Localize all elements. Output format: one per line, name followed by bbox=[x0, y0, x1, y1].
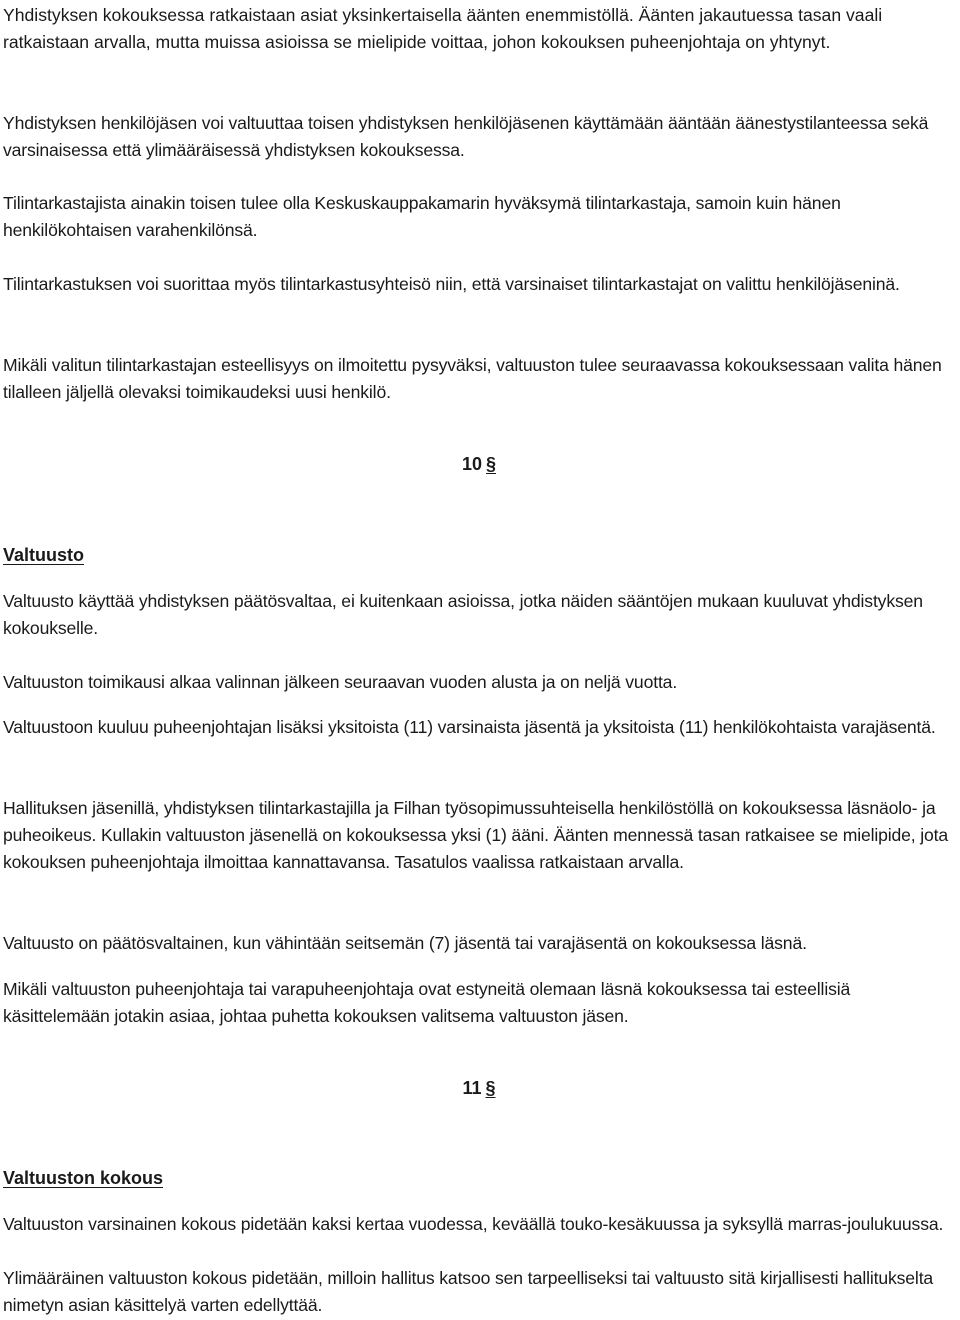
paragraph: Valtuuston varsinainen kokous pidetään kaksi kertaa vuodessa, keväällä touko-kesäkuussa ja syksyllä marras-joulukuussa. bbox=[3, 1214, 944, 1234]
paragraph: Tilintarkastajista ainakin toisen tulee olla Keskuskauppakamarin hyväksymä tilintarkastaja, samoin kuin hänen henkilökohtaisen varahenkilönsä. bbox=[3, 193, 841, 240]
paragraph: Tilintarkastuksen voi suorittaa myös tilintarkastusyhteisö niin, että varsinaiset tilintarkastajat on valittu henkilöjäseninä. bbox=[3, 274, 900, 294]
section-number-10 bbox=[3, 451, 955, 478]
section-number: 11 bbox=[462, 1078, 482, 1098]
paragraph: Valtuusto käyttää yhdistyksen päätösvaltaa, ei kuitenkaan asioissa, jotka näiden sääntöjen mukaan kuuluvat yhdistyksen kokoukselle. bbox=[3, 591, 923, 638]
paragraph: Ylimääräinen valtuuston kokous pidetään, milloin hallitus katsoo sen tarpeelliseksi tai valtuusto sitä kirjallisesti hallitukselta nimetyn asian käsittelyä varten edellyttää. bbox=[3, 1268, 934, 1315]
paragraph: Valtuustoon kuuluu puheenjohtajan lisäksi yksitoista (11) varsinaista jäsentä ja yksitoista (11) henkilökohtaista varajäsentä. bbox=[3, 717, 936, 737]
paragraph: Valtuusto on päätösvaltainen, kun vähintään seitsemän (7) jäsentä tai varajäsentä on kokouksessa läsnä. bbox=[3, 933, 807, 953]
paragraph: Hallituksen jäsenillä, yhdistyksen tilintarkastajilla ja Filhan työsopimussuhteisella henkilöstöllä on kokouksessa läsnäolo- ja puheoikeus. Kullakin valtuuston jäsenellä on kokouksessa yksi (1) ääni. Äänten mennessä tasan ratkaisee se mielipide, jota kokouksen puheenjohtaja ilmoittaa kannattavansa. Tasatulos vaalissa ratkaistaan arvalla. bbox=[3, 798, 949, 872]
section-number-11 bbox=[3, 1075, 955, 1102]
section-sign: § bbox=[486, 454, 497, 474]
section-heading: Valtuuston kokous bbox=[3, 1168, 164, 1188]
paragraph: Valtuuston toimikausi alkaa valinnan jälkeen seuraavan vuoden alusta ja on neljä vuotta. bbox=[3, 672, 678, 692]
section-number: 10 bbox=[461, 454, 482, 474]
paragraph: Mikäli valtuuston puheenjohtaja tai varapuheenjohtaja ovat estyneitä olemaan läsnä kokouksessa tai esteellisiä käsittelemään jotakin asiaa, johtaa puhetta kokouksen valitsema valtuuston jäsen. bbox=[3, 979, 851, 1026]
section-heading: Valtuusto bbox=[3, 545, 85, 565]
paragraph: Yhdistyksen kokouksessa ratkaistaan asiat yksinkertaisella äänten enemmistöllä. Äänten jakautuessa tasan vaali ratkaistaan arvalla, mutta muissa asioissa se mielipide voittaa, johon kokouksen puheenjohtaja on yhtynyt. bbox=[3, 5, 883, 52]
paragraph: Yhdistyksen henkilöjäsen voi valtuuttaa toisen yhdistyksen henkilöjäsenen käyttämään ääntään äänestystilanteessa sekä varsinaisessa että ylimääräisessä yhdistyksen kokouksessa. bbox=[3, 113, 929, 160]
section-sign: § bbox=[485, 1078, 496, 1098]
paragraph: Mikäli valitun tilintarkastajan esteellisyys on ilmoitettu pysyväksi, valtuuston tulee seuraavassa kokouksessaan valita hänen tilalleen jäljellä olevaksi toimikaudeksi uusi henkilö. bbox=[3, 355, 942, 402]
